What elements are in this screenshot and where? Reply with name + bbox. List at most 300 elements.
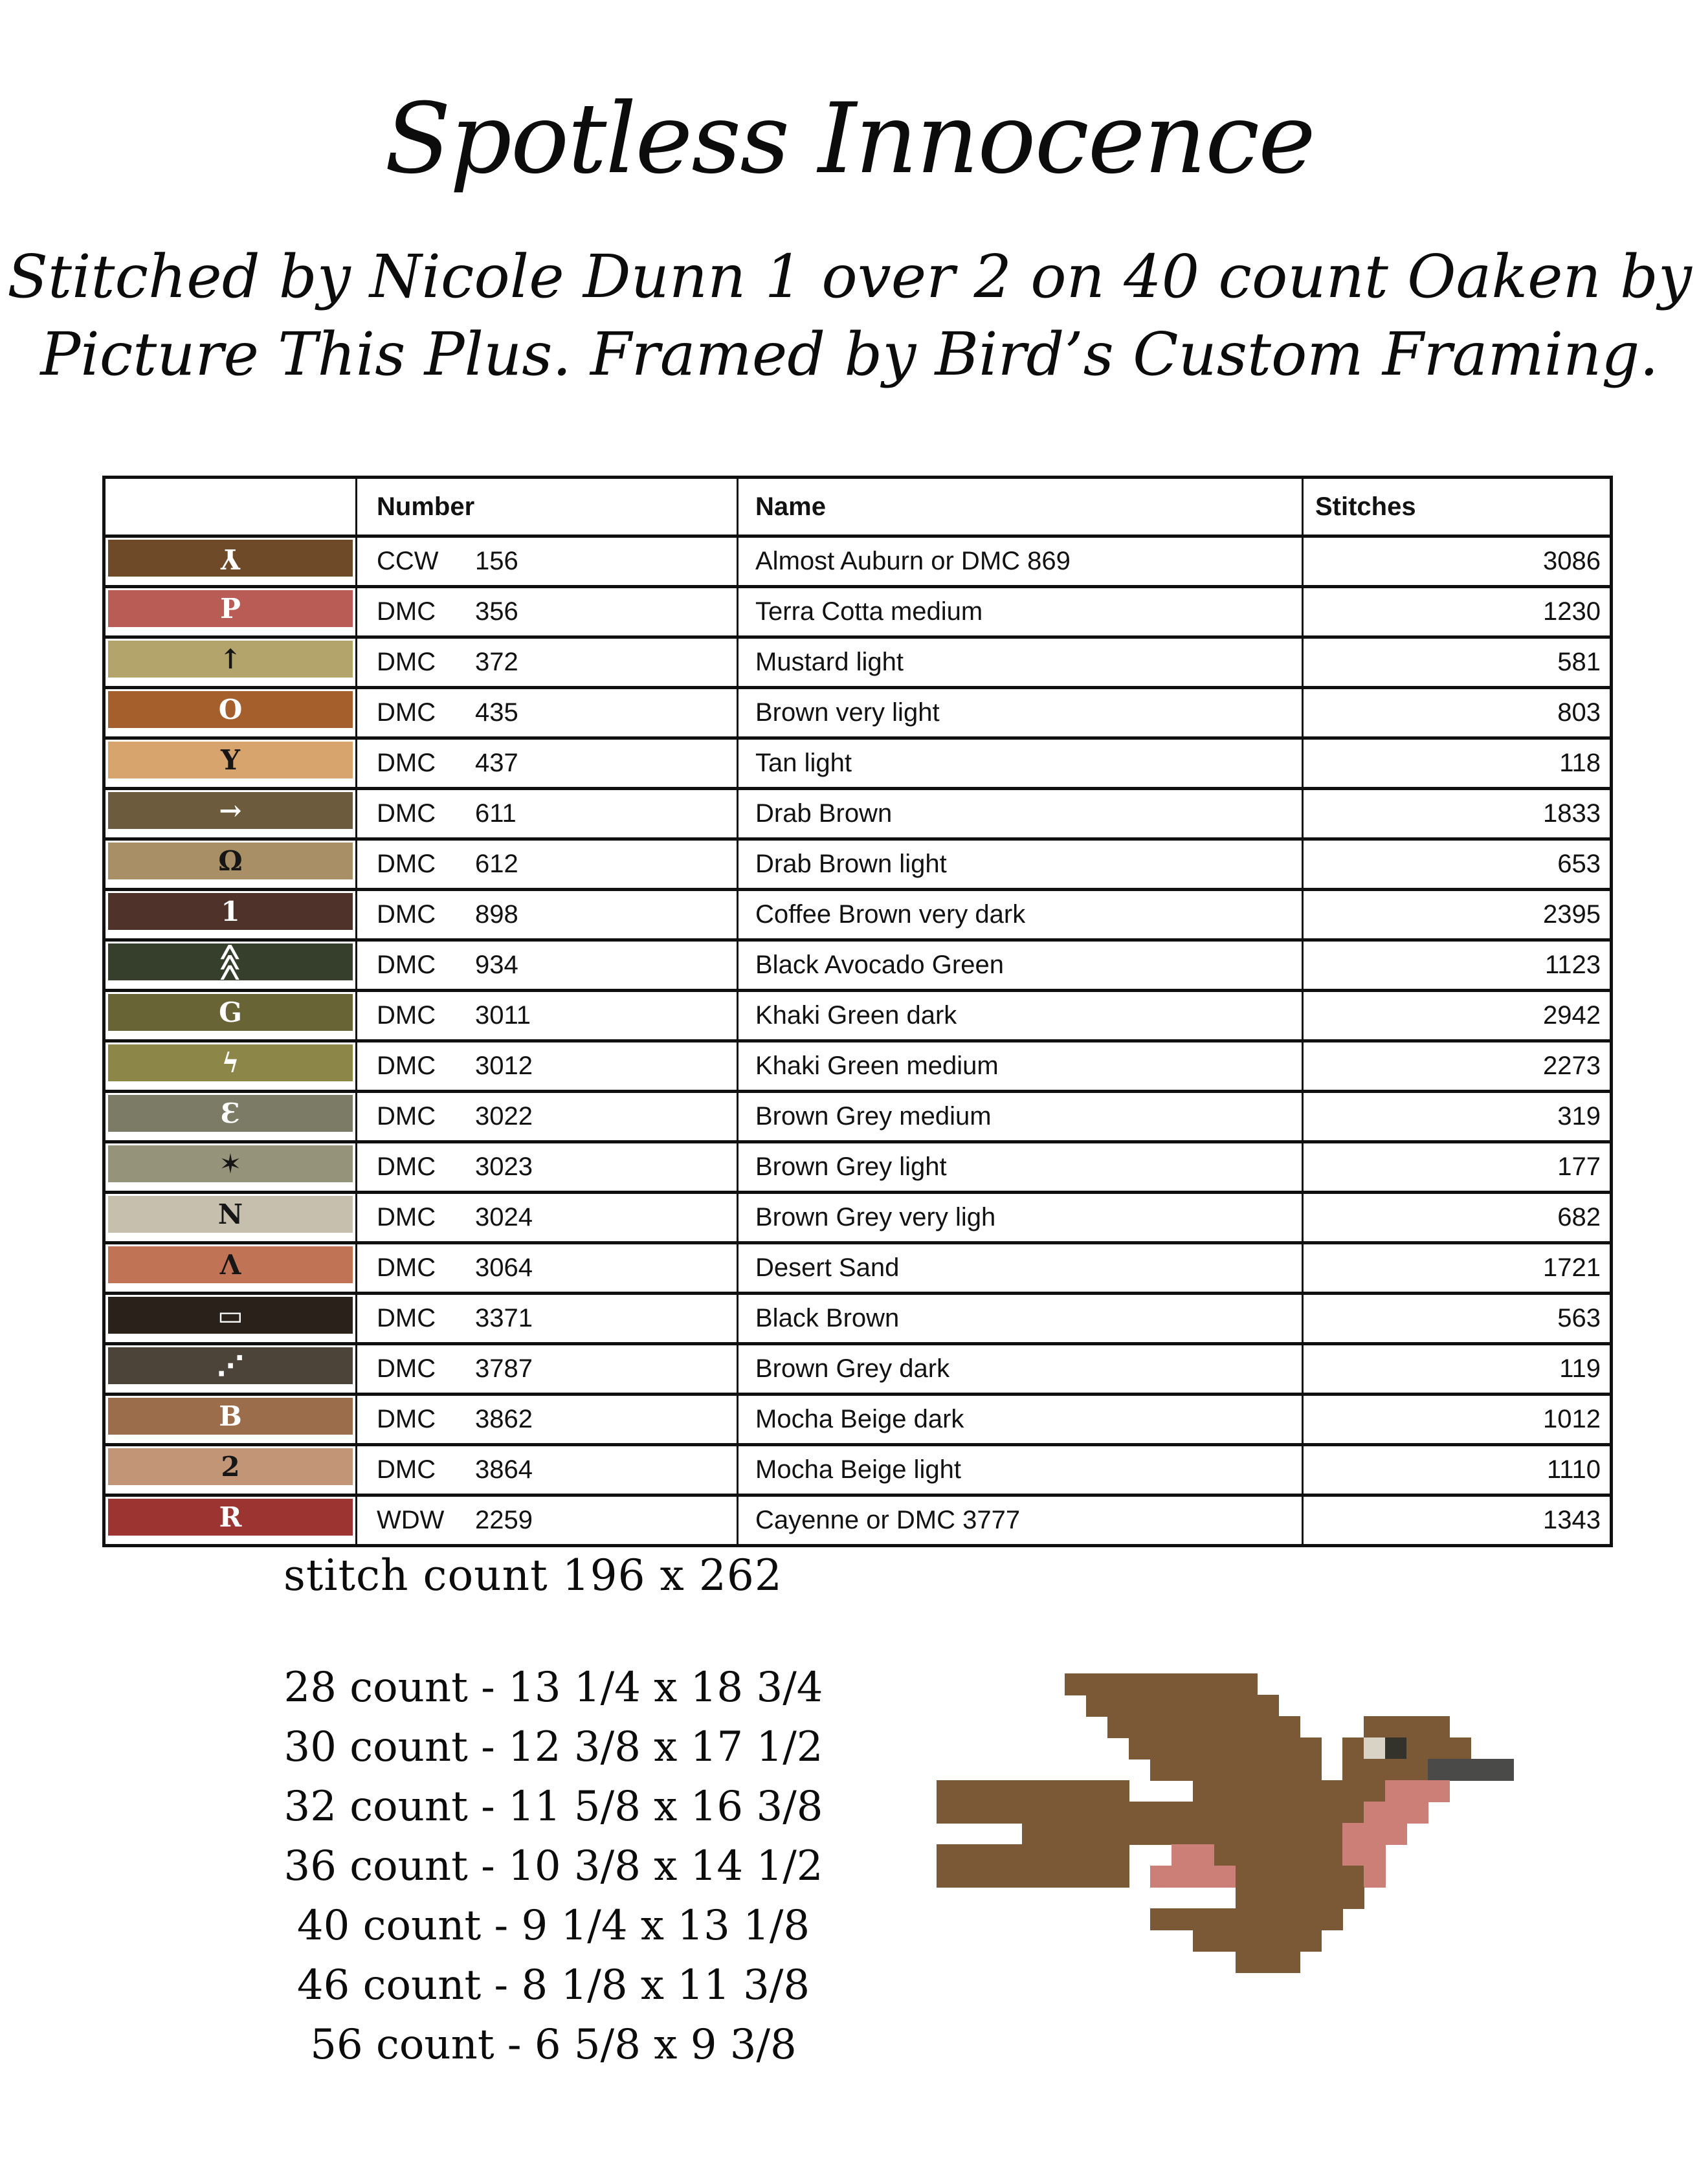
stitch-block (1022, 1844, 1044, 1866)
stitch-block (1257, 1737, 1279, 1759)
thread-code: 3862 (475, 1405, 533, 1433)
stitch-block (1406, 1716, 1428, 1738)
color-swatch (108, 1246, 353, 1283)
thread-number-cell (357, 1396, 738, 1443)
size-line: 28 count - 13 1/4 x 18 3/4 (283, 1664, 823, 1712)
swatch-cell (105, 689, 357, 736)
stitch-block (1129, 1716, 1151, 1738)
stitch-block (1236, 1866, 1258, 1888)
header-number: Number (357, 479, 738, 535)
thread-code: 3023 (475, 1153, 533, 1181)
stitch-block (1236, 1887, 1258, 1909)
stitch-block (1214, 1930, 1236, 1952)
stitch-block (1172, 1908, 1194, 1930)
stitch-block (1342, 1759, 1364, 1781)
stitch-block (1236, 1695, 1258, 1717)
thread-number-cell (357, 689, 738, 736)
size-line: 36 count - 10 3/8 x 14 1/2 (283, 1842, 823, 1890)
stitch-block (1214, 1844, 1236, 1866)
stitch-block (1364, 1737, 1386, 1759)
stitch-block (1107, 1866, 1129, 1888)
stitch-symbol: → (219, 794, 242, 826)
stitch-block (1193, 1780, 1215, 1802)
thread-number-cell (357, 1295, 738, 1342)
stitch-block (1150, 1908, 1172, 1930)
stitch-block (1001, 1802, 1023, 1824)
stitch-block (1150, 1673, 1172, 1695)
stitch-symbol: Λ (219, 1248, 241, 1281)
stitch-block (958, 1866, 980, 1888)
color-swatch (108, 1095, 353, 1132)
stitch-block (1385, 1780, 1407, 1802)
swatch-cell (105, 1244, 357, 1292)
stitch-block (1364, 1802, 1386, 1824)
stitch-block (1278, 1908, 1300, 1930)
stitch-total-cell: 581 (1557, 648, 1601, 676)
color-swatch (108, 943, 353, 980)
stitch-block (1172, 1737, 1194, 1759)
stitch-block (1150, 1866, 1172, 1888)
stitch-block (1065, 1823, 1087, 1845)
legend-row (105, 635, 1610, 686)
stitch-block (1193, 1695, 1215, 1717)
legend-row (105, 585, 1610, 635)
fabric-size-list (181, 1658, 926, 2075)
stitch-block (1129, 1823, 1151, 1845)
stitch-block (1236, 1716, 1258, 1738)
stitch-block (1300, 1930, 1322, 1952)
thread-name-cell: Mocha Beige dark (738, 1396, 1304, 1443)
stitch-total-cell: 319 (1557, 1102, 1601, 1131)
stitch-block (1172, 1695, 1194, 1717)
stitch-block (1278, 1887, 1300, 1909)
stitch-block (1300, 1823, 1322, 1845)
stitch-block (1257, 1823, 1279, 1845)
stitch-block (937, 1844, 959, 1866)
thread-name-cell: Almost Auburn or DMC 869 (738, 538, 1304, 585)
thread-brand: DMC (377, 799, 436, 828)
stitch-block (1278, 1951, 1300, 1973)
stitch-block (1385, 1716, 1407, 1738)
stitch-block (1193, 1759, 1215, 1781)
stitch-block (1236, 1844, 1258, 1866)
stitch-block (1172, 1673, 1194, 1695)
stitch-block (1278, 1866, 1300, 1888)
stitch-symbol: Ω (218, 844, 243, 877)
color-swatch (108, 893, 353, 930)
size-line: 46 count - 8 1/8 x 11 3/8 (296, 1961, 810, 2009)
stitch-block (1257, 1866, 1279, 1888)
swatch-cell (105, 1345, 357, 1393)
thread-name-cell: Brown Grey light (738, 1143, 1304, 1191)
thread-brand: DMC (377, 1405, 436, 1433)
stitch-block (1193, 1930, 1215, 1952)
stitch-block (1022, 1780, 1044, 1802)
color-swatch (108, 540, 353, 577)
legend-row (105, 787, 1610, 837)
color-swatch (108, 641, 353, 678)
stitch-block (1107, 1823, 1129, 1845)
stitch-block (1193, 1866, 1215, 1888)
thread-number-cell (357, 992, 738, 1039)
stitch-block (1236, 1780, 1258, 1802)
legend-row (105, 837, 1610, 888)
stitch-block (1342, 1737, 1364, 1759)
thread-code: 435 (475, 698, 518, 727)
stitch-block (1300, 1759, 1322, 1781)
stitch-block (1193, 1737, 1215, 1759)
thread-brand: DMC (377, 1354, 436, 1383)
size-line: 40 count - 9 1/4 x 13 1/8 (296, 1902, 810, 1950)
stitch-block (1214, 1780, 1236, 1802)
stitch-total-cell: 1343 (1543, 1506, 1601, 1534)
bird-cross-stitch-image (937, 1673, 1513, 1972)
thread-name-cell: Terra Cotta medium (738, 588, 1304, 635)
thread-code: 3024 (475, 1203, 533, 1231)
legend-row (105, 1241, 1610, 1292)
stitch-block (937, 1780, 959, 1802)
stitch-block (1193, 1844, 1215, 1866)
stitch-block (1428, 1780, 1450, 1802)
swatch-cell (105, 992, 357, 1039)
stitch-block (1129, 1673, 1151, 1695)
stitch-symbol: ✶ (219, 1147, 242, 1180)
size-line: 32 count - 11 5/8 x 16 3/8 (283, 1783, 823, 1831)
stitch-block (1022, 1802, 1044, 1824)
stitch-block (979, 1780, 1001, 1802)
thread-brand: DMC (377, 648, 436, 676)
swatch-cell (105, 1497, 357, 1544)
stitch-block (1385, 1737, 1407, 1759)
stitch-symbol: N (217, 1198, 243, 1230)
stitch-block (1406, 1759, 1428, 1781)
stitch-total-cell: 682 (1557, 1203, 1601, 1231)
stitch-block (1236, 1930, 1258, 1952)
stitch-block (1321, 1780, 1343, 1802)
color-swatch (108, 843, 353, 879)
thread-name-cell: Coffee Brown very dark (738, 891, 1304, 938)
thread-brand: DMC (377, 597, 436, 626)
stitch-block (1449, 1737, 1471, 1759)
stitch-block (1257, 1930, 1279, 1952)
stitch-block (1300, 1802, 1322, 1824)
color-swatch (108, 1398, 353, 1435)
color-swatch (108, 1499, 353, 1536)
legend-rows (105, 535, 1610, 1544)
swatch-cell (105, 1396, 357, 1443)
stitch-block (1257, 1908, 1279, 1930)
header-symbol-column (105, 479, 357, 535)
thread-number-cell (357, 790, 738, 837)
stitch-block (1172, 1802, 1194, 1824)
stitch-block (1086, 1866, 1108, 1888)
stitch-block (1278, 1759, 1300, 1781)
stitch-block (1406, 1737, 1428, 1759)
stitch-block (1150, 1823, 1172, 1845)
stitch-block (1001, 1866, 1023, 1888)
thread-code: 372 (475, 648, 518, 676)
thread-code: 934 (475, 951, 518, 979)
stitch-block (1065, 1866, 1087, 1888)
thread-number-cell (357, 588, 738, 635)
stitch-block (1385, 1823, 1407, 1845)
stitch-block (1172, 1823, 1194, 1845)
stitch-block (958, 1780, 980, 1802)
thread-number-cell (357, 841, 738, 888)
swatch-cell (105, 942, 357, 989)
stitch-block (1107, 1780, 1129, 1802)
stitch-block (1150, 1737, 1172, 1759)
stitch-symbol: ϟ (221, 1046, 239, 1079)
legend-row (105, 888, 1610, 938)
color-swatch (108, 1448, 353, 1485)
stitch-block (1086, 1823, 1108, 1845)
legend-row (105, 1393, 1610, 1443)
stitch-block (1342, 1802, 1364, 1824)
swatch-cell (105, 1295, 357, 1342)
thread-brand: WDW (377, 1506, 445, 1534)
stitch-block (1236, 1673, 1258, 1695)
stitch-block (1257, 1844, 1279, 1866)
stitch-block (1236, 1737, 1258, 1759)
thread-number-cell (357, 942, 738, 989)
stitch-block (1300, 1737, 1322, 1759)
stitch-block (1043, 1780, 1065, 1802)
thread-name-cell: Brown Grey medium (738, 1093, 1304, 1140)
stitch-block (979, 1844, 1001, 1866)
header-stitches: Stitches (1315, 492, 1416, 521)
stitch-block (1107, 1844, 1129, 1866)
stitch-total-cell: 2395 (1543, 900, 1601, 929)
color-swatch (108, 994, 353, 1031)
thread-code: 3064 (475, 1253, 533, 1282)
legend-header-row (105, 479, 1610, 535)
stitch-block (1471, 1759, 1493, 1781)
stitch-block (1257, 1951, 1279, 1973)
stitch-symbol: ↑ (219, 643, 242, 675)
color-swatch (108, 691, 353, 728)
stitch-block (1364, 1759, 1386, 1781)
stitch-block (1257, 1780, 1279, 1802)
stitch-block (1193, 1673, 1215, 1695)
legend-row (105, 1191, 1610, 1241)
swatch-cell (105, 1446, 357, 1494)
stitch-total-cell: 653 (1557, 850, 1601, 878)
stitch-block (1428, 1759, 1450, 1781)
stitch-block (1107, 1695, 1129, 1717)
stitch-block (1214, 1716, 1236, 1738)
thread-brand: DMC (377, 1001, 436, 1030)
stitch-block (958, 1844, 980, 1866)
stitch-symbol: Y (221, 542, 240, 575)
thread-name-cell: Tan light (738, 740, 1304, 787)
legend-row (105, 1342, 1610, 1393)
legend-row (105, 686, 1610, 736)
thread-name-cell: Brown very light (738, 689, 1304, 736)
stitch-block (1214, 1759, 1236, 1781)
thread-code: 3022 (475, 1102, 533, 1131)
stitch-block (1236, 1951, 1258, 1973)
stitch-block (1107, 1673, 1129, 1695)
swatch-cell (105, 841, 357, 888)
thread-brand: DMC (377, 1253, 436, 1282)
stitch-symbol: 1 (221, 895, 240, 927)
stitch-block (1022, 1866, 1044, 1888)
stitch-block (1342, 1866, 1364, 1888)
thread-name-cell: Mustard light (738, 639, 1304, 686)
stitch-total-cell: 803 (1557, 698, 1601, 727)
stitch-block (1001, 1780, 1023, 1802)
stitch-block (1107, 1802, 1129, 1824)
stitch-block (1385, 1802, 1407, 1824)
thread-name-cell: Desert Sand (738, 1244, 1304, 1292)
thread-name-cell: Mocha Beige light (738, 1446, 1304, 1494)
legend-row (105, 938, 1610, 989)
stitch-symbol: O (218, 693, 243, 725)
stitch-block (1086, 1802, 1108, 1824)
stitch-block (1342, 1844, 1364, 1866)
stitch-block (1257, 1759, 1279, 1781)
stitch-block (1150, 1802, 1172, 1824)
stitch-block (1321, 1866, 1343, 1888)
stitch-total-cell: 1833 (1543, 799, 1601, 828)
stitch-block (1364, 1780, 1386, 1802)
stitch-block (1406, 1802, 1428, 1824)
stitch-block (958, 1802, 980, 1824)
stitch-block (1342, 1780, 1364, 1802)
stitch-block (1043, 1802, 1065, 1824)
stitch-block (1214, 1823, 1236, 1845)
legend-row (105, 535, 1610, 585)
subtitle-line-1: Stitched by Nicole Dunn 1 over 2 on 40 count Oaken by (7, 242, 1692, 311)
thread-legend-table (102, 476, 1613, 1547)
stitch-symbol: 2 (221, 1450, 240, 1483)
thread-name-cell: Cayenne or DMC 3777 (738, 1497, 1304, 1544)
legend-row (105, 1090, 1610, 1140)
swatch-cell (105, 639, 357, 686)
stitch-block (1172, 1844, 1194, 1866)
thread-code: 3011 (475, 1001, 531, 1030)
color-swatch (108, 792, 353, 829)
legend-row (105, 736, 1610, 787)
stitch-block (1043, 1823, 1065, 1845)
stitch-block (1300, 1887, 1322, 1909)
stitch-block (1214, 1673, 1236, 1695)
thread-brand: CCW (377, 547, 439, 575)
stitch-block (1236, 1802, 1258, 1824)
thread-number-cell (357, 1446, 738, 1494)
swatch-cell (105, 1143, 357, 1191)
swatch-cell (105, 588, 357, 635)
thread-number-cell (357, 1497, 738, 1544)
stitch-block (1278, 1780, 1300, 1802)
stitch-symbol: Ɛ (220, 1097, 241, 1129)
stitch-block (1449, 1759, 1471, 1781)
stitch-total-cell: 119 (1559, 1354, 1601, 1383)
stitch-total-cell: 1110 (1546, 1455, 1601, 1484)
stitch-symbol: B (219, 1400, 242, 1432)
thread-number-cell (357, 1143, 738, 1191)
stitch-block (1278, 1844, 1300, 1866)
stitch-block (1172, 1759, 1194, 1781)
swatch-cell (105, 1042, 357, 1090)
stitch-block (1043, 1866, 1065, 1888)
thread-number-cell (357, 538, 738, 585)
stitch-block (1214, 1866, 1236, 1888)
stitch-block (1129, 1695, 1151, 1717)
thread-number-cell (357, 891, 738, 938)
stitch-symbol: ⋰ (217, 1349, 244, 1382)
stitch-block (1129, 1802, 1151, 1824)
thread-code: 356 (475, 597, 518, 626)
color-swatch (108, 742, 353, 778)
stitch-block (1065, 1673, 1087, 1695)
stitch-block (1321, 1823, 1343, 1845)
swatch-cell (105, 891, 357, 938)
thread-brand: DMC (377, 850, 436, 878)
legend-row (105, 1443, 1610, 1494)
stitch-block (1300, 1908, 1322, 1930)
stitch-block (1278, 1823, 1300, 1845)
thread-number-cell (357, 1244, 738, 1292)
thread-code: 3787 (475, 1354, 533, 1383)
thread-number-cell (357, 1093, 738, 1140)
thread-brand: DMC (377, 1203, 436, 1231)
color-swatch (108, 1196, 353, 1233)
stitch-total-cell: 1721 (1543, 1253, 1601, 1282)
thread-brand: DMC (377, 1102, 436, 1131)
stitch-block (1321, 1887, 1343, 1909)
stitch-block (979, 1866, 1001, 1888)
page-subtitle (0, 238, 1699, 393)
stitch-block (1492, 1759, 1514, 1781)
stitch-block (1257, 1887, 1279, 1909)
stitch-block (1214, 1908, 1236, 1930)
thread-brand: DMC (377, 1052, 436, 1080)
thread-code: 611 (475, 799, 516, 828)
stitch-symbol: P (220, 592, 241, 624)
stitch-block (1150, 1759, 1172, 1781)
stitch-block (1342, 1823, 1364, 1845)
color-swatch (108, 1347, 353, 1384)
stitch-block (1385, 1759, 1407, 1781)
stitch-block (1214, 1695, 1236, 1717)
thread-number-cell (357, 740, 738, 787)
thread-code: 3864 (475, 1455, 533, 1484)
stitch-block (1278, 1802, 1300, 1824)
thread-brand: DMC (377, 1153, 436, 1181)
stitch-block (1428, 1737, 1450, 1759)
thread-brand: DMC (377, 698, 436, 727)
thread-name-cell: Drab Brown light (738, 841, 1304, 888)
thread-code: 3012 (475, 1052, 533, 1080)
thread-name-cell: Brown Grey very ligh (738, 1194, 1304, 1241)
stitch-total-cell: 1012 (1543, 1405, 1601, 1433)
thread-name-cell: Drab Brown (738, 790, 1304, 837)
stitch-count-text: stitch count 196 x 262 (283, 1550, 783, 1600)
thread-code: 612 (475, 850, 518, 878)
stitch-block (1086, 1844, 1108, 1866)
thread-number-cell (357, 639, 738, 686)
stitch-block (1278, 1930, 1300, 1952)
stitch-block (1364, 1844, 1386, 1866)
thread-code: 2259 (475, 1506, 533, 1534)
subtitle-line-2: Picture This Plus. Framed by Bird’s Custom Framing. (40, 320, 1659, 389)
stitch-total-cell: 118 (1559, 749, 1601, 777)
color-swatch (108, 1145, 353, 1182)
stitch-symbol: ⋘ (215, 942, 247, 982)
stitch-total-cell: 2273 (1543, 1052, 1601, 1080)
